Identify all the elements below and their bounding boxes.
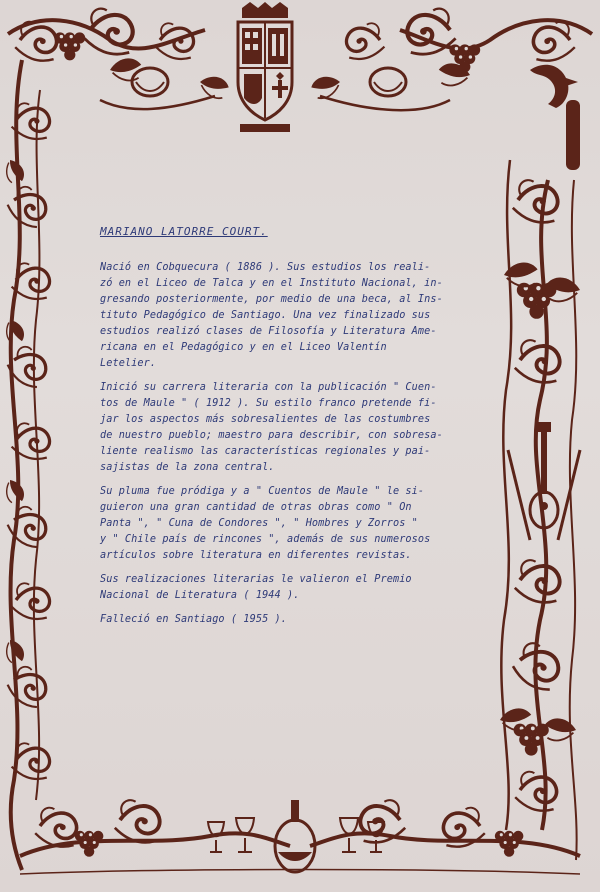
document-title: MARIANO LATORRE COURT. — [100, 225, 268, 238]
biography-text — [100, 224, 446, 636]
paragraph-1: Nació en Cobquecura ( 1886 ). Sus estudios los reali- zó en el Liceo de Talca y en el Instituto Nacional, in- gresando posteriormente, por medio de una beca, al Ins- tituto Pedagógico de Santiago. Una vez finalizado sus estudios realizó clases de Filosofía y Literatura Ame- ricana en el Pedagógico y en el Liceo Valentín Letelier. — [100, 262, 443, 369]
wine-bottle-icon — [275, 800, 315, 872]
paragraph-5: Falleció en Santiago ( 1955 ). — [100, 614, 288, 625]
paragraph-4: Sus realizaciones literarias le valieron el Premio Nacional de Literatura ( 1944 ). — [100, 574, 412, 601]
paragraph-2: Inició su carrera literaria con la publicación " Cuen- tos de Maule " ( 1912 ). Su estilo franco pretende fi- jar los aspectos más sobresalientes de las costumbres de nuestro pueblo; maestro para describir, con sobresa- liente realismo las características regionales y pai- sajistas de la zona central. — [100, 382, 443, 473]
paragraph-3: Su pluma fue pródiga y a " Cuentos de Maule " le si- guieron una gran cantidad de otras obras como " On Panta ", " Cuna de Condores ", " Hombres y Zorros " y " Chile país de rincones ", además de sus numerosos artículos sobre literatura en diferentes revistas. — [100, 486, 431, 561]
coat-of-arms-icon — [232, 2, 298, 132]
